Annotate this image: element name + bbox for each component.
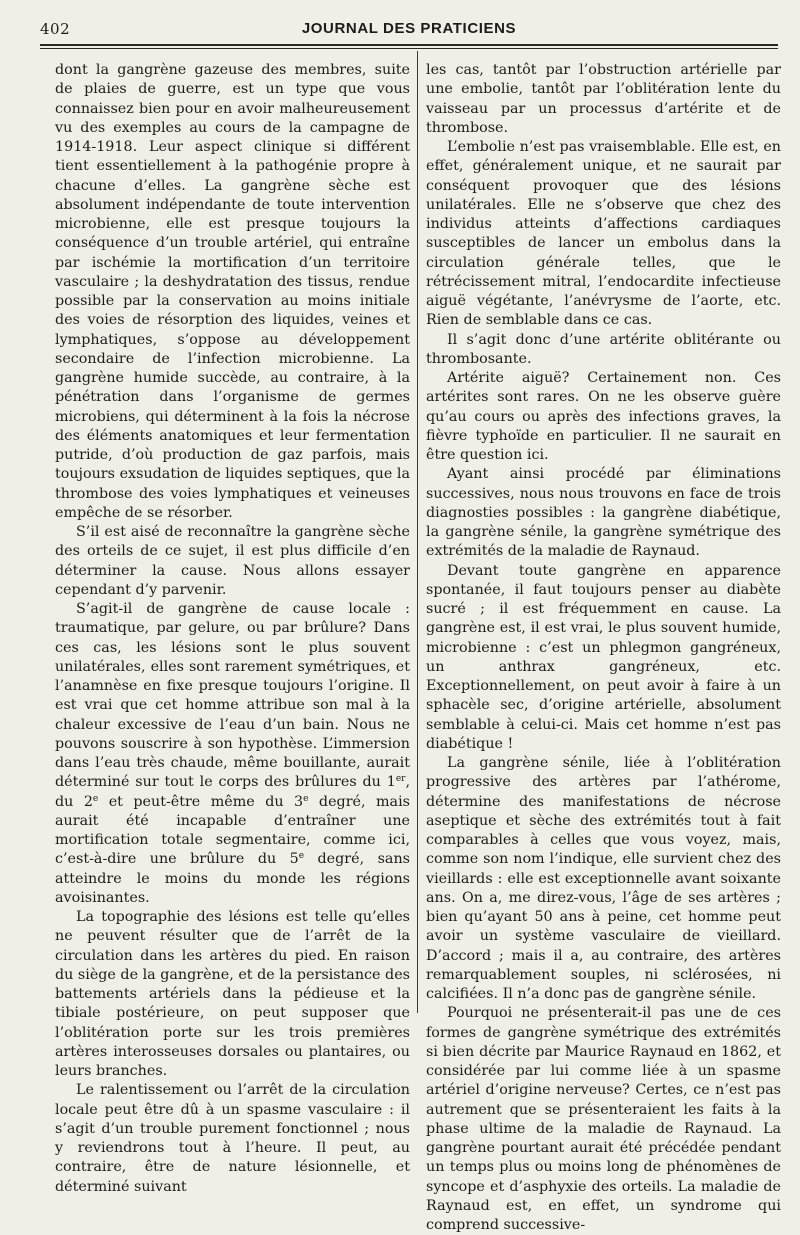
header-rule xyxy=(40,44,778,46)
paragraph: les cas, tantôt par l’obstruction artérielle par une embolie, tantôt par l’oblitération lente du vaisseau par un processus d’artérite et de thrombose. xyxy=(426,62,781,136)
paragraph: S’il est aisé de reconnaître la gangrène sèche des orteils de ce sujet, il est plus difficile d’en déterminer la cause. Nous allons essayer cependant d’y parvenir. xyxy=(55,524,410,598)
left-column xyxy=(55,61,410,1197)
paragraph: La gangrène sénile, liée à l’oblitération progressive des artères par l’athérome, détermine des manifestations de nécrose aseptique et sèche des extrémités tout à fait comparables à celles que vous voyez, mais, comme son nom l’indique, elle survient chez des vieillards : elle est exceptionnelle avant soixante ans. On a, me direz-vous, l’âge de ses artères ; bien qu’ayant 50 ans à peine, cet homme peut avoir un système vasculaire de vieillard. D’accord ; mais il a, au contraire, des artères remarquablement souples, ni sclérosées, ni calcifiées. Il n’a donc pas de gangrène sénile. xyxy=(426,755,781,1002)
column-separator xyxy=(417,51,418,1013)
page-header xyxy=(40,12,778,42)
header-rule-thin xyxy=(40,48,778,49)
paragraph: Il s’agit donc d’une artérite oblitérante ou thrombosante. xyxy=(426,331,781,367)
journal-title: JOURNAL DES PRATICIENS xyxy=(301,20,517,37)
paragraph: S’agit-il de gangrène de cause locale : traumatique, par gelure, ou par brûlure? Dans ces cas, les lésions sont le plus souvent unilatérales, elles sont rarement symétriques, et l’anamnèse en fixe presque toujours l’origine. Il est vrai que cet homme attribue son mal à la chaleur excessive de l’eau d’un bain. Nous ne pouvons souscrire à son hypothèse. L’immersion dans l’eau très chaude, même bouillante, aurait déterminé sur tout le corps des brûlures du 1er, du 2e et peut-être même du 3e degré, mais aurait été incapable d’entraîner une mortification totale segmentaire, comme ici, c’est-à-dire une brûlure du 5e degré, sans atteindre le moins du monde les régions avoisinantes. xyxy=(55,601,410,906)
paragraph: La topographie des lésions est telle qu’elles ne peuvent résulter que de l’arrêt de la circulation dans les artères du pied. En raison du siège de la gangrène, et de la persistance des battements artériels dans la pédieuse et la tibiale postérieure, on peut supposer que l’oblitération porte sur les trois premières artères interosseuses dorsales ou plantaires, ou leurs branches. xyxy=(55,909,410,1079)
paragraph: Pourquoi ne présenterait-il pas une de ces formes de gangrène symétrique des extrémités si bien décrite par Maurice Raynaud en 1862, et considérée par lui comme liée à un spasme artériel d’origine nerveuse? Certes, ce n’est pas autrement que se présenteraient les faits à la phase ultime de la maladie de Raynaud. La gangrène pourtant aurait été précédée pendant un temps plus ou moins long de phénomènes de syncope et d’asphyxie des orteils. La maladie de Raynaud est, en effet, un syndrome qui comprend successive- xyxy=(426,1005,781,1233)
paragraph: Devant toute gangrène en apparence spontanée, il faut toujours penser au diabète sucré ; il est fréquemment en cause. La gangrène est, il est vrai, le plus souvent humide, microbienne : c’est un phlegmon gangréneux, un anthrax gangréneux, etc. Exceptionnellement, on peut avoir à faire à un sphacèle sec, d’origine artérielle, absolument semblable à celui-ci. Mais cet homme n’est pas diabétique ! xyxy=(426,562,781,752)
paragraph: Artérite aiguë? Certainement non. Ces artérites sont rares. On ne les observe guère qu’au cours ou après des infections graves, la fièvre typhoïde en particulier. Il ne saurait en être question ici. xyxy=(426,370,781,463)
paragraph: L’embolie n’est pas vraisemblable. Elle est, en effet, généralement unique, et ne saurait par conséquent provoquer que des lésions unilatérales. Elle ne s’observe que chez des individus atteints d’affections cardiaques susceptibles de lancer un embolus dans la circulation générale telles, que le rétrécissement mitral, l’endocardite infectieuse aiguë végétante, l’anévrysme de l’aorte, etc. Rien de semblable dans ce cas. xyxy=(426,139,781,329)
paragraph: Ayant ainsi procédé par éliminations successives, nous nous trouvons en face de trois diagnosties possibles : la gangrène diabétique, la gangrène sénile, la gangrène symétrique des extrémités de la maladie de Raynaud. xyxy=(426,466,781,560)
paragraph: Le ralentissement ou l’arrêt de la circulation locale peut être dû à un spasme vasculaire : il s’agit d’un trouble purement fonctionnel ; nous y reviendrons tout à l’heure. Il peut, au contraire, être de nature lésionnelle, et déterminé suivant xyxy=(55,1082,410,1195)
paragraph: dont la gangrène gazeuse des membres, suite de plaies de guerre, est un type que vous connaissez bien pour en avoir malheureusement vu des exemples au cours de la campagne de 1914-1918. Leur aspect clinique si différent tient essentiellement à la pathogénie propre à chacune d’elles. La gangrène sèche est absolument indépendante de toute intervention microbienne, elle est presque toujours la conséquence d’un trouble artériel, qui entraîne par ischémie la mortification d’un territoire vasculaire ; la deshydratation des tissus, rendue possible par la conservation au moins initiale des voies de résorption des liquides, veines et lymphatiques, s’oppose au développement secondaire de l’infection microbienne. La gangrène humide succède, au contraire, à la pénétration dans l’organisme de germes microbiens, qui déterminent à la fois la nécrose des éléments anatomiques et leur fermentation putride, d’où production de gaz parfois, mais toujours exsudation de liquides septiques, que la thrombose des voies lymphatiques et veineuses empêche de se résorber. xyxy=(55,62,410,521)
page-number: 402 xyxy=(40,20,71,38)
right-column xyxy=(426,61,781,1235)
